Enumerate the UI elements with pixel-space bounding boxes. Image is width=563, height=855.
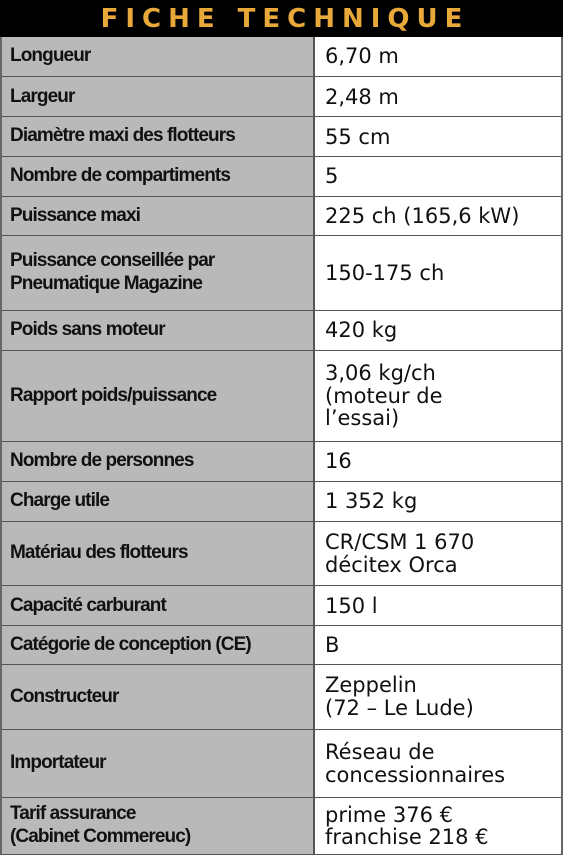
spec-label [1, 236, 314, 311]
spec-table [0, 37, 563, 855]
table-row [1, 586, 562, 626]
spec-value [314, 350, 562, 441]
spec-value-text: prime 376 € franchise 218 € [325, 802, 489, 850]
spec-label [1, 626, 314, 665]
table-row [1, 77, 562, 117]
spec-value-text: 225 ch (165,6 kW) [325, 203, 520, 228]
table-row [1, 310, 562, 350]
spec-value [314, 521, 562, 586]
spec-label [1, 37, 314, 77]
spec-value [314, 236, 562, 311]
spec-label-text: Importateur [10, 752, 106, 774]
spec-value-text: 150 l [325, 593, 378, 618]
spec-label-text: Diamètre maxi des flotteurs [10, 125, 235, 147]
spec-value-text: CR/CSM 1 670 décitex Orca [325, 530, 475, 577]
spec-label [1, 350, 314, 441]
spec-label-text: Matériau des flotteurs [10, 542, 188, 564]
spec-label [1, 157, 314, 197]
spec-label [1, 665, 314, 730]
spec-value [314, 197, 562, 236]
spec-label [1, 117, 314, 157]
spec-value-text: 1 352 kg [325, 489, 418, 514]
spec-value [314, 442, 562, 482]
spec-label-text: Tarif assurance (Cabinet Commereuc) [10, 803, 191, 848]
spec-value [314, 157, 562, 197]
spec-label-text: Longueur [10, 45, 91, 67]
spec-value-text: 150-175 ch [325, 260, 445, 285]
table-row [1, 665, 562, 730]
spec-value [314, 798, 562, 855]
spec-label-text: Rapport poids/puissance [10, 384, 217, 406]
spec-value [314, 37, 562, 77]
table-row [1, 236, 562, 311]
spec-value-text: 420 kg [325, 318, 398, 343]
spec-label [1, 729, 314, 798]
table-row [1, 37, 562, 77]
sheet-title: FICHE TECHNIQUE [100, 3, 470, 34]
table-row [1, 117, 562, 157]
spec-label-text: Puissance maxi [10, 204, 140, 226]
spec-value [314, 77, 562, 117]
spec-value-text: 3,06 kg/ch (moteur de l’essai) [325, 360, 443, 431]
spec-value [314, 117, 562, 157]
spec-value [314, 310, 562, 350]
spec-value [314, 482, 562, 522]
spec-value-text: Réseau de concessionnaires [325, 740, 506, 787]
title-bar [0, 0, 563, 37]
table-row [1, 729, 562, 798]
table-row [1, 197, 562, 236]
table-row [1, 521, 562, 586]
spec-value-text: 6,70 m [325, 44, 399, 69]
table-row [1, 482, 562, 522]
spec-label-text: Catégorie de conception (CE) [10, 633, 251, 655]
table-row [1, 157, 562, 197]
spec-value-text: 2,48 m [325, 84, 399, 109]
spec-label [1, 77, 314, 117]
spec-table-body [1, 37, 562, 855]
table-row [1, 350, 562, 441]
spec-label-text: Constructeur [10, 685, 119, 707]
spec-value [314, 626, 562, 665]
spec-label [1, 586, 314, 626]
spec-value-text: Zeppelin (72 – Le Lude) [325, 673, 474, 721]
spec-value-text: B [325, 633, 340, 658]
spec-label-text: Nombre de compartiments [10, 165, 231, 187]
table-row [1, 442, 562, 482]
spec-label [1, 442, 314, 482]
spec-label [1, 197, 314, 236]
spec-label-text: Capacité carburant [10, 594, 166, 616]
spec-label [1, 310, 314, 350]
spec-label-text: Largeur [10, 85, 75, 107]
spec-label-text: Charge utile [10, 490, 109, 512]
spec-value [314, 665, 562, 730]
spec-value [314, 586, 562, 626]
table-row [1, 626, 562, 665]
spec-value-text: 16 [325, 449, 352, 474]
spec-label [1, 521, 314, 586]
spec-value [314, 729, 562, 798]
spec-value-text: 55 cm [325, 124, 391, 149]
spec-label-text: Puissance conseillée par Pneumatique Magazine [10, 250, 215, 295]
spec-label-text: Nombre de personnes [10, 450, 194, 472]
spec-label [1, 482, 314, 522]
spec-value-text: 5 [325, 164, 339, 189]
spec-label-text: Poids sans moteur [10, 319, 165, 341]
table-row [1, 798, 562, 855]
spec-label [1, 798, 314, 855]
